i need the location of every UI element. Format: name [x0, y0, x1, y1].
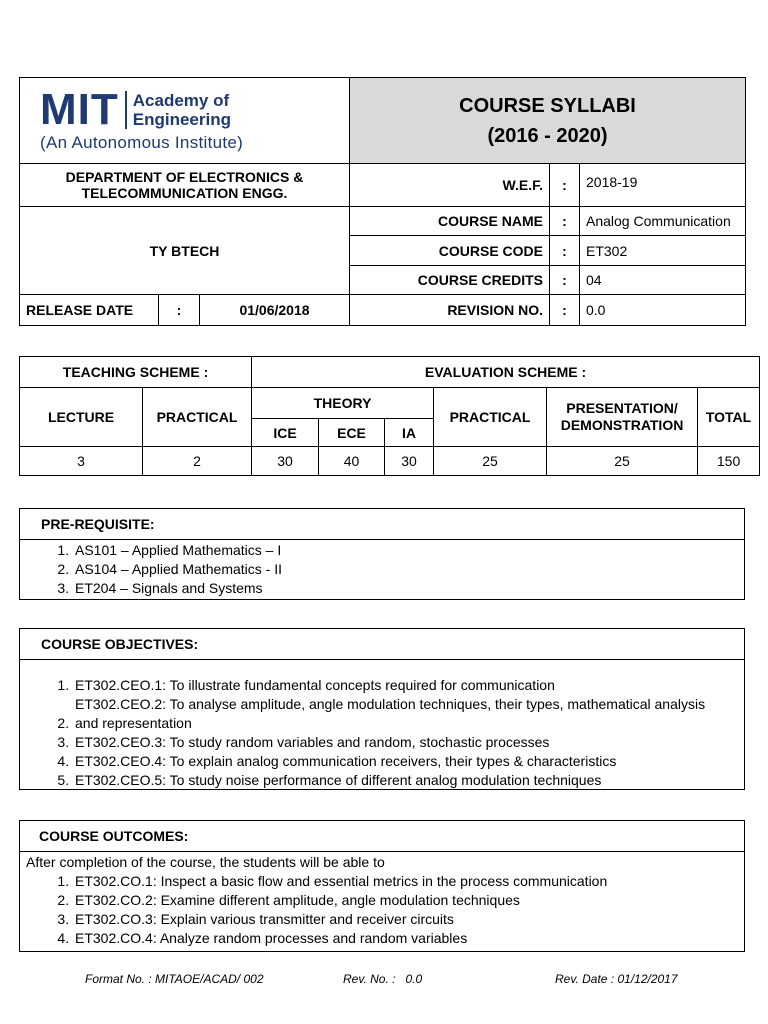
title-cell: [350, 78, 746, 164]
list-item: 5. ET302.CEO.5: To study noise performance of different analog modulation techniques: [73, 771, 724, 790]
course-name-label: COURSE NAME: [350, 207, 550, 236]
release-date-label: RELEASE DATE: [20, 295, 159, 326]
program-name: TY BTECH: [20, 207, 350, 295]
course-credits-value: 04: [580, 266, 746, 295]
list-item: 1. ET302.CEO.1: To illustrate fundamental concepts required for communication: [73, 676, 724, 695]
logo-tagline: (An Autonomous Institute): [40, 133, 244, 152]
scheme-table: [19, 356, 760, 476]
colon: :: [550, 295, 580, 326]
list-item: 3. ET204 – Signals and Systems: [73, 579, 744, 598]
course-code-label: COURSE CODE: [350, 236, 550, 266]
lecture-value: 3: [20, 447, 143, 476]
document-years: (2016 - 2020): [487, 124, 608, 147]
revision-label: REVISION NO.: [350, 295, 550, 326]
prerequisite-heading: PRE-REQUISITE:: [20, 509, 744, 540]
outcomes-list: [20, 872, 744, 948]
logo-academy-line1: Academy of: [132, 91, 230, 110]
presentation-value: 25: [547, 447, 698, 476]
ia-header: IA: [385, 419, 434, 447]
department-name: DEPARTMENT OF ELECTRONICS & TELECOMMUNICATION ENGG.: [20, 164, 350, 207]
practical-value: 2: [143, 447, 252, 476]
list-item: 4. ET302.CO.4: Analyze random processes and random variables: [73, 929, 744, 948]
theory-header: THEORY: [252, 388, 434, 419]
list-item: 3. ET302.CO.3: Explain various transmitter and receiver circuits: [73, 910, 744, 929]
evaluation-scheme-label: EVALUATION SCHEME :: [252, 357, 760, 388]
list-item: 2. AS104 – Applied Mathematics - II: [73, 560, 744, 579]
eval-practical-header: PRACTICAL: [434, 388, 547, 447]
wef-label: W.E.F.: [350, 164, 550, 207]
outcomes-intro: After completion of the course, the students will be able to: [26, 854, 385, 870]
list-item: 4. ET302.CEO.4: To explain analog communication receivers, their types & characteristics: [73, 752, 724, 771]
logo-divider: [125, 91, 127, 129]
total-value: 150: [698, 447, 760, 476]
colon: :: [550, 164, 580, 207]
footer-rev-no: Rev. No. : 0.0: [343, 972, 423, 986]
ece-value: 40: [319, 447, 385, 476]
objective-2-text: ET302.CEO.2: To analyse amplitude, angle modulation techniques, their types, mathematical analysis and representation: [75, 696, 706, 731]
list-item: 3. ET302.CEO.3: To study random variables and random, stochastic processes: [73, 733, 724, 752]
list-item: [73, 695, 724, 733]
logo-cell: [20, 78, 350, 164]
wef-value: 2018-19: [580, 164, 746, 207]
list-item: 1. AS101 – Applied Mathematics – I: [73, 541, 744, 560]
lecture-header: LECTURE: [20, 388, 143, 447]
colon: :: [550, 266, 580, 295]
ice-value: 30: [252, 447, 319, 476]
teaching-scheme-label: TEACHING SCHEME :: [20, 357, 252, 388]
prerequisite-list: [20, 541, 744, 598]
practical-header: PRACTICAL: [143, 388, 252, 447]
footer-rev-date: Rev. Date : 01/12/2017: [555, 972, 678, 986]
footer-format-no: Format No. : MITAOE/ACAD/ 002: [85, 972, 264, 986]
objectives-section: [19, 628, 745, 790]
eval-practical-value: 25: [434, 447, 547, 476]
presentation-header: PRESENTATION/ DEMONSTRATION: [547, 388, 698, 447]
outcomes-heading: COURSE OUTCOMES:: [20, 821, 744, 852]
logo-mit-text: MIT: [40, 85, 119, 134]
list-item: 1. ET302.CO.1: Inspect a basic flow and essential metrics in the process communication: [73, 872, 744, 891]
objectives-heading: COURSE OBJECTIVES:: [20, 629, 744, 660]
logo-academy-line2: Engineering: [132, 110, 231, 129]
course-credits-label: COURSE CREDITS: [350, 266, 550, 295]
list-item: 2. ET302.CO.2: Examine different amplitude, angle modulation techniques: [73, 891, 744, 910]
colon: :: [159, 295, 200, 326]
total-header: TOTAL: [698, 388, 760, 447]
course-code-value: ET302: [580, 236, 746, 266]
document-title: COURSE SYLLABI: [459, 94, 636, 117]
ia-value: 30: [385, 447, 434, 476]
release-date-value: 01/06/2018: [200, 295, 350, 326]
revision-value: 0.0: [580, 295, 746, 326]
objectives-list: [20, 676, 744, 790]
colon: :: [550, 236, 580, 266]
header-table: [19, 77, 746, 326]
institute-logo: [40, 85, 349, 153]
course-name-value: Analog Communication: [580, 207, 746, 236]
outcomes-section: [19, 820, 745, 952]
ice-header: ICE: [252, 419, 319, 447]
colon: :: [550, 207, 580, 236]
ece-header: ECE: [319, 419, 385, 447]
prerequisite-section: [19, 508, 745, 600]
